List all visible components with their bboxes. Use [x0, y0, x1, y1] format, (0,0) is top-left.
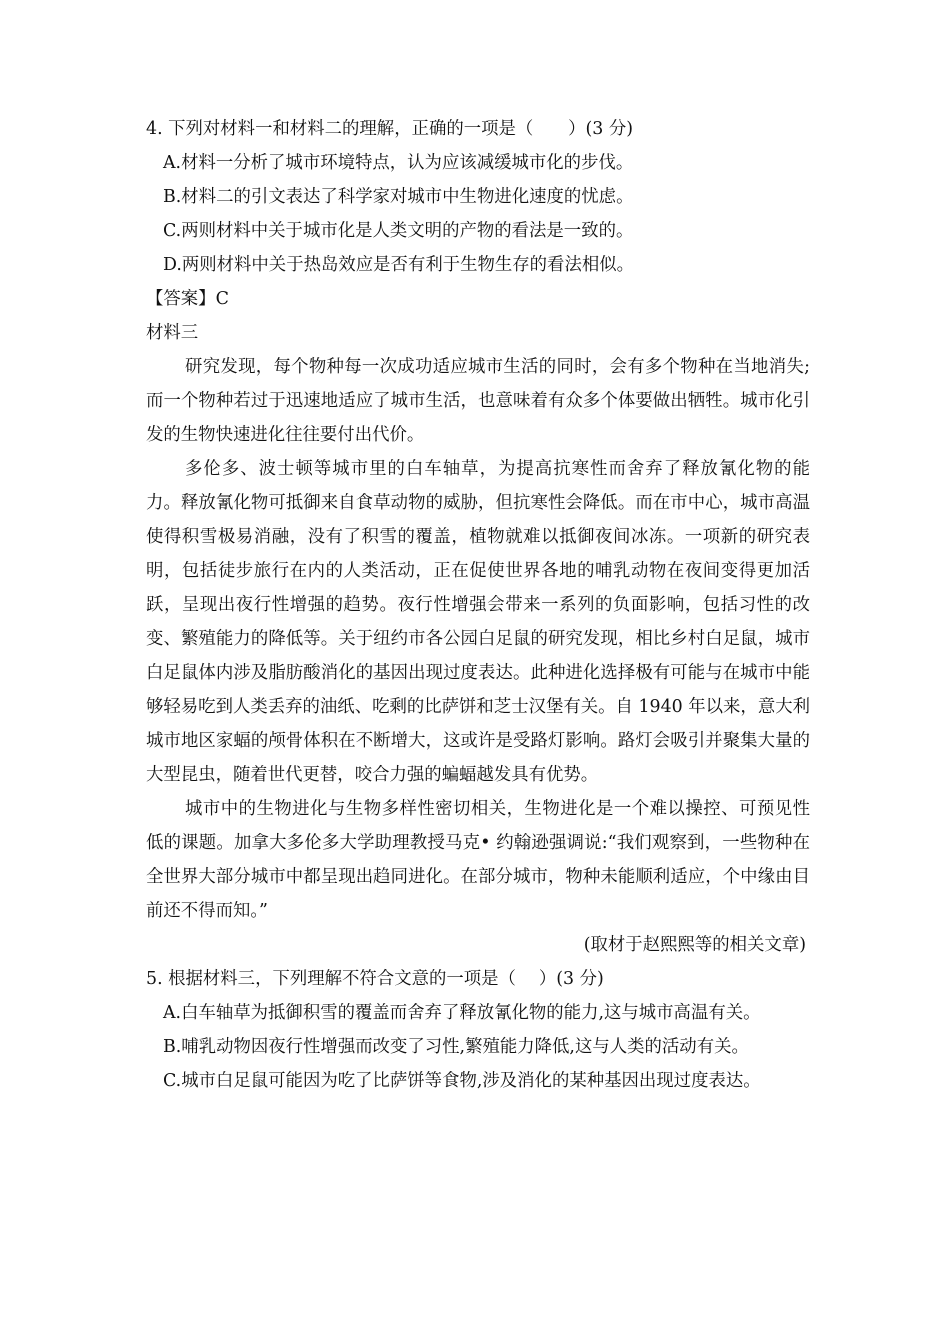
question-4-option-d: D.两则材料中关于热岛效应是否有利于生物生存的看法相似。 — [163, 255, 635, 275]
question-4-option-a: A.材料一分析了城市环境特点，认为应该减缓城市化的步伐。 — [163, 153, 634, 173]
exam-page — [146, 112, 810, 1098]
material-3-heading: 材料三 — [146, 323, 199, 343]
material-3-paragraph-2: 多伦多、波士顿等城市里的白车轴草，为提高抗寒性而舍弃了释放氰化物的能力。释放氰化物可抵御来自食草动物的威胁，但抗寒性会降低。而在市中心，城市高温使得积雪极易消融，没有了积雪的覆盖，植物就难以抵御夜间冰冻。一项新的研究表明，包括徒步旅行在内的人类活动，正在促使世界各地的哺乳动物在夜间变得更加活跃，呈现出夜行性增强的趋势。夜行性增强会带来一系列的负面影响，包括习性的改变、繁殖能力的降低等。关于纽约市各公园白足鼠的研究发现，相比乡村白足鼠，城市白足鼠体内涉及脂肪酸消化的基因出现过度表达。此种进化选择极有可能与在城市中能够轻易吃到人类丢弃的油纸、吃剩的比萨饼和芝士汉堡有关。自 1940 年以来，意大利城市地区家蝠的颅骨体积在不断增大，这或许是受路灯影响。路灯会吸引并聚集大量的大型昆虫，随着世代更替，咬合力强的蝙蝠越发具有优势。 — [146, 459, 810, 785]
question-4-stem: 4. 下列对材料一和材料二的理解，正确的一项是（ ）(3 分) — [146, 119, 634, 139]
material-3-source: (取材于赵熙熙等的相关文章) — [583, 935, 806, 955]
question-5-option-c: C.城市白足鼠可能因为吃了比萨饼等食物,涉及消化的某种基因出现过度表达。 — [163, 1071, 761, 1091]
question-4-answer: 【答案】C — [146, 289, 229, 309]
question-5-option-b: B.哺乳动物因夜行性增强而改变了习性,繁殖能力降低,这与人类的活动有关。 — [163, 1037, 749, 1057]
question-5-stem: 5. 根据材料三，下列理解不符合文意的一项是（ ）(3 分) — [146, 969, 604, 989]
question-4-option-b: B.材料二的引文表达了科学家对城市中生物进化速度的忧虑。 — [163, 187, 634, 207]
material-3-paragraph-3: 城市中的生物进化与生物多样性密切相关，生物进化是一个难以操控、可预见性低的课题。加拿大多伦多大学助理教授马克• 约翰逊强调说:“我们观察到，一些物种在全世界大部分城市中都呈现出趋同进化。在部分城市，物种未能顺利适应，个中缘由目前还不得而知。” — [146, 799, 810, 921]
material-3-paragraph-1: 研究发现，每个物种每一次成功适应城市生活的同时，会有多个物种在当地消失;而一个物种若过于迅速地适应了城市生活，也意味着有众多个体要做出牺牲。城市化引发的生物快速进化往往要付出代价。 — [146, 357, 810, 445]
question-4-option-c: C.两则材料中关于城市化是人类文明的产物的看法是一致的。 — [163, 221, 634, 241]
question-5-option-a: A.白车轴草为抵御积雪的覆盖而舍弃了释放氰化物的能力,这与城市高温有关。 — [163, 1003, 761, 1023]
